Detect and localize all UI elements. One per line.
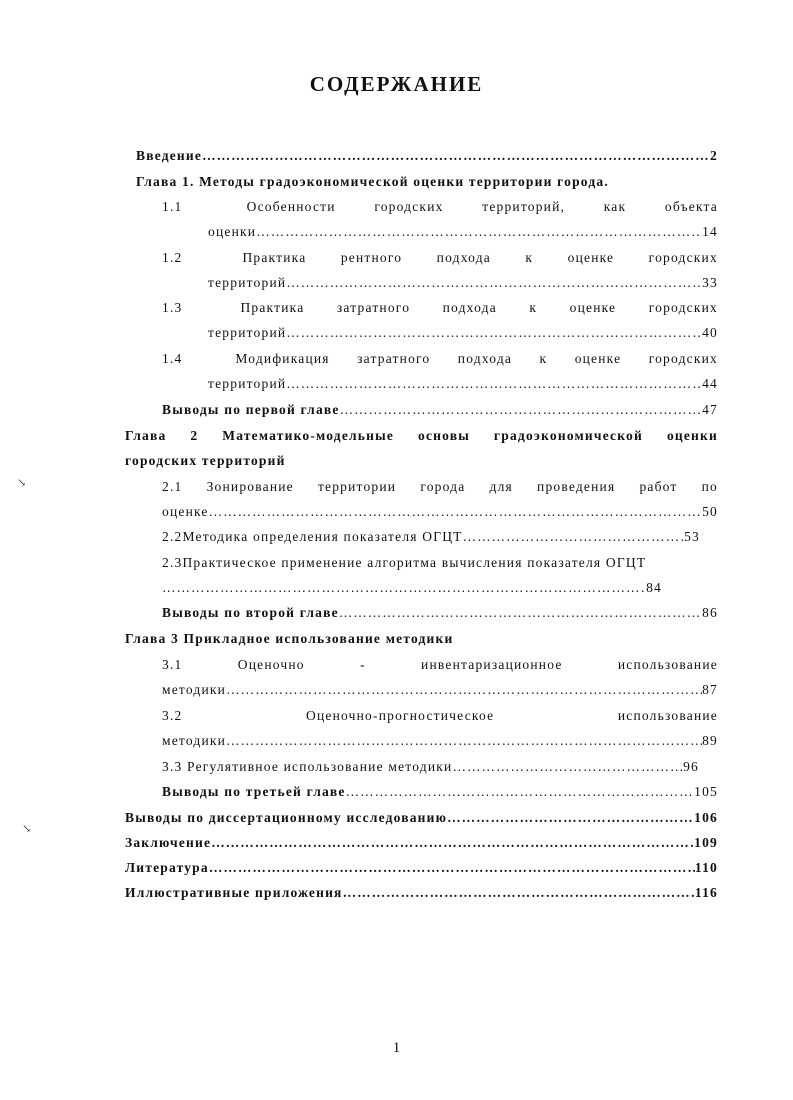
toc-entry-1-4-cont[interactable] [208,375,718,393]
toc-word: к [525,250,534,265]
toc-page-number: 110 [694,860,718,875]
toc-page-number: 105 [694,784,718,799]
toc-word: Математико-модельные [222,428,395,443]
toc-word: к [529,300,538,315]
toc-entry-1-1-cont[interactable] [208,223,718,241]
toc-dot-leader [340,401,703,419]
toc-word: Модификация [235,351,330,366]
section-number: 1.3 [162,300,183,315]
toc-entry-1-4[interactable] [162,350,718,368]
toc-entry-1-2-cont[interactable] [208,274,718,292]
toc-page-number: 44 [702,376,718,391]
section-number: 2.1 [162,479,183,494]
toc-entry-label: территорий [208,376,287,391]
toc-word: использование [617,708,718,723]
toc-word: оценки [666,428,718,443]
toc-word: Оценочно-прогностическое [306,708,495,723]
toc-dot-leader [211,834,694,852]
toc-word: территории [317,479,397,494]
toc-page-number: 47 [702,402,718,417]
toc-page-number: 84 [646,580,662,595]
toc-dot-leader [256,223,702,241]
toc-word: городских [648,250,718,265]
toc-entry-label: Введение [136,148,203,163]
section-number: 3.1 [162,657,183,672]
section-number: 1.4 [162,351,183,366]
toc-word: Оценочно [237,657,305,672]
toc-entry-1-1[interactable] [162,198,718,216]
toc-word: рентного [340,250,403,265]
toc-word: основы [418,428,470,443]
toc-entry-label: методики [162,682,227,697]
toc-entry-2-1-cont[interactable] [162,503,718,521]
toc-dot-leader [162,579,646,597]
toc-entry-findings[interactable] [125,809,718,827]
toc-entry-3-3[interactable] [162,758,699,776]
toc-entry-ch1-conclusion[interactable] [162,401,718,419]
toc-word: городских [374,199,444,214]
toc-entry-ch2-conclusion[interactable] [162,604,718,622]
toc-dot-leader [343,884,695,902]
toc-entry-intro[interactable] [136,147,718,165]
toc-entry-label: территорий [208,275,287,290]
toc-page-number: 116 [694,885,718,900]
toc-dot-leader [452,758,683,776]
toc-entry-label: Выводы по первой главе [162,402,340,417]
toc-word: подхода [457,351,513,366]
toc-dot-leader [346,783,695,801]
toc-word: к [539,351,548,366]
toc-word: подхода [442,300,497,315]
toc-entry-label: 3.3 Регулятивное использование методики [162,759,453,774]
toc-entry-closing[interactable] [125,834,718,852]
toc-word: - [360,657,366,672]
toc-page-number: 53 [684,529,700,544]
toc-word: 2 [190,428,199,443]
toc-word: оценке [567,250,615,265]
toc-page-number: 96 [683,759,699,774]
toc-page-number: 87 [702,682,718,697]
toc-word: территорий, [482,199,566,214]
toc-entry-3-2[interactable] [162,707,718,725]
toc-dot-leader [286,375,702,393]
toc-word: Особенности [246,199,336,214]
chapter-3-heading[interactable]: Глава 3 Прикладное использование методики [125,631,454,646]
toc-word: городских [648,351,718,366]
toc-word: затратного [357,351,431,366]
toc-page-number: 14 [702,224,718,239]
chapter-1-heading[interactable]: Глава 1. Методы градоэкономической оценки территории города. [136,174,609,189]
toc-entry-2-2[interactable] [162,528,700,546]
toc-entry-3-2-cont[interactable] [162,732,718,750]
toc-entry-label: Иллюстративные приложения [125,885,343,900]
toc-word: градоэкономической [493,428,643,443]
toc-entry-label: Выводы по третьей главе [162,784,346,799]
toc-entry-ch3-conclusion[interactable] [162,783,718,801]
toc-entry-label: Выводы по диссертационному исследованию [125,810,448,825]
toc-dot-leader [226,681,702,699]
toc-word: оценке [574,351,622,366]
toc-entry-3-1-cont[interactable] [162,681,718,699]
section-number: 1.2 [162,250,183,265]
toc-entry-appendices[interactable] [125,884,718,902]
toc-page-number: 2 [710,148,718,163]
toc-entry-label: оценки [208,224,257,239]
toc-page-number: 33 [702,275,718,290]
toc-dot-leader [447,809,694,827]
toc-entry-label: оценке [162,504,209,519]
toc-entry-label: территорий [208,325,287,340]
toc-dot-leader [339,604,702,622]
toc-page-number: 106 [694,810,718,825]
chapter-2-heading[interactable] [125,427,718,445]
toc-page-number: 40 [702,325,718,340]
toc-word: объекта [664,199,718,214]
toc-page-number: 109 [694,835,718,850]
toc-dot-leader [202,147,710,165]
section-number: 3.2 [162,708,183,723]
toc-word: подхода [436,250,491,265]
scan-mark: ↘ [22,823,32,835]
section-number: 1.1 [162,199,183,214]
toc-word: инвентаризационное [421,657,563,672]
toc-word: Зонирование [206,479,294,494]
toc-entry-1-2[interactable] [162,249,718,267]
toc-word: оценке [569,300,617,315]
toc-dot-leader [209,503,702,521]
toc-dot-leader [209,859,695,877]
toc-entry-label: методики [162,733,227,748]
toc-entry-label: Выводы по второй главе [162,605,339,620]
toc-word: как [603,199,627,214]
toc-entry-2-3-cont[interactable] [162,579,662,597]
toc-page-number: 50 [702,504,718,519]
page-title: СОДЕРЖАНИЕ [309,72,484,96]
toc-word: затратного [336,300,411,315]
toc-entry-label: 2.2Методика определения показателя ОГЦТ [162,529,463,544]
toc-word: городских [648,300,718,315]
chapter-2-heading-cont[interactable]: городских территорий [125,453,286,468]
toc-entry-label: Литература [125,860,209,875]
page-number: 1 [392,1040,401,1056]
scan-mark: ↘ [17,477,27,489]
toc-word: города [420,479,466,494]
toc-dot-leader [286,324,702,342]
toc-entry-label: Заключение [125,835,212,850]
toc-word: проведения [537,479,616,494]
toc-word: работ [639,479,678,494]
toc-word: для [489,479,513,494]
toc-dot-leader [463,528,684,546]
toc-word: по [701,479,718,494]
toc-entry-2-1[interactable] [162,478,718,496]
toc-page-number: 86 [702,605,718,620]
toc-entry-3-1[interactable] [162,656,718,674]
toc-entry-1-3[interactable] [162,299,718,317]
toc-dot-leader [286,274,702,292]
toc-dot-leader [226,732,702,750]
toc-word: Практика [242,250,307,265]
toc-entry-literature[interactable] [125,859,718,877]
toc-entry-1-3-cont[interactable] [208,324,718,342]
toc-word: Глава [125,428,167,443]
toc-word: использование [617,657,718,672]
toc-word: Практика [240,300,305,315]
toc-entry-2-3[interactable]: 2.3Практическое применение алгоритма вычисления показателя ОГЦТ [162,555,647,570]
toc-page-number: 89 [702,733,718,748]
